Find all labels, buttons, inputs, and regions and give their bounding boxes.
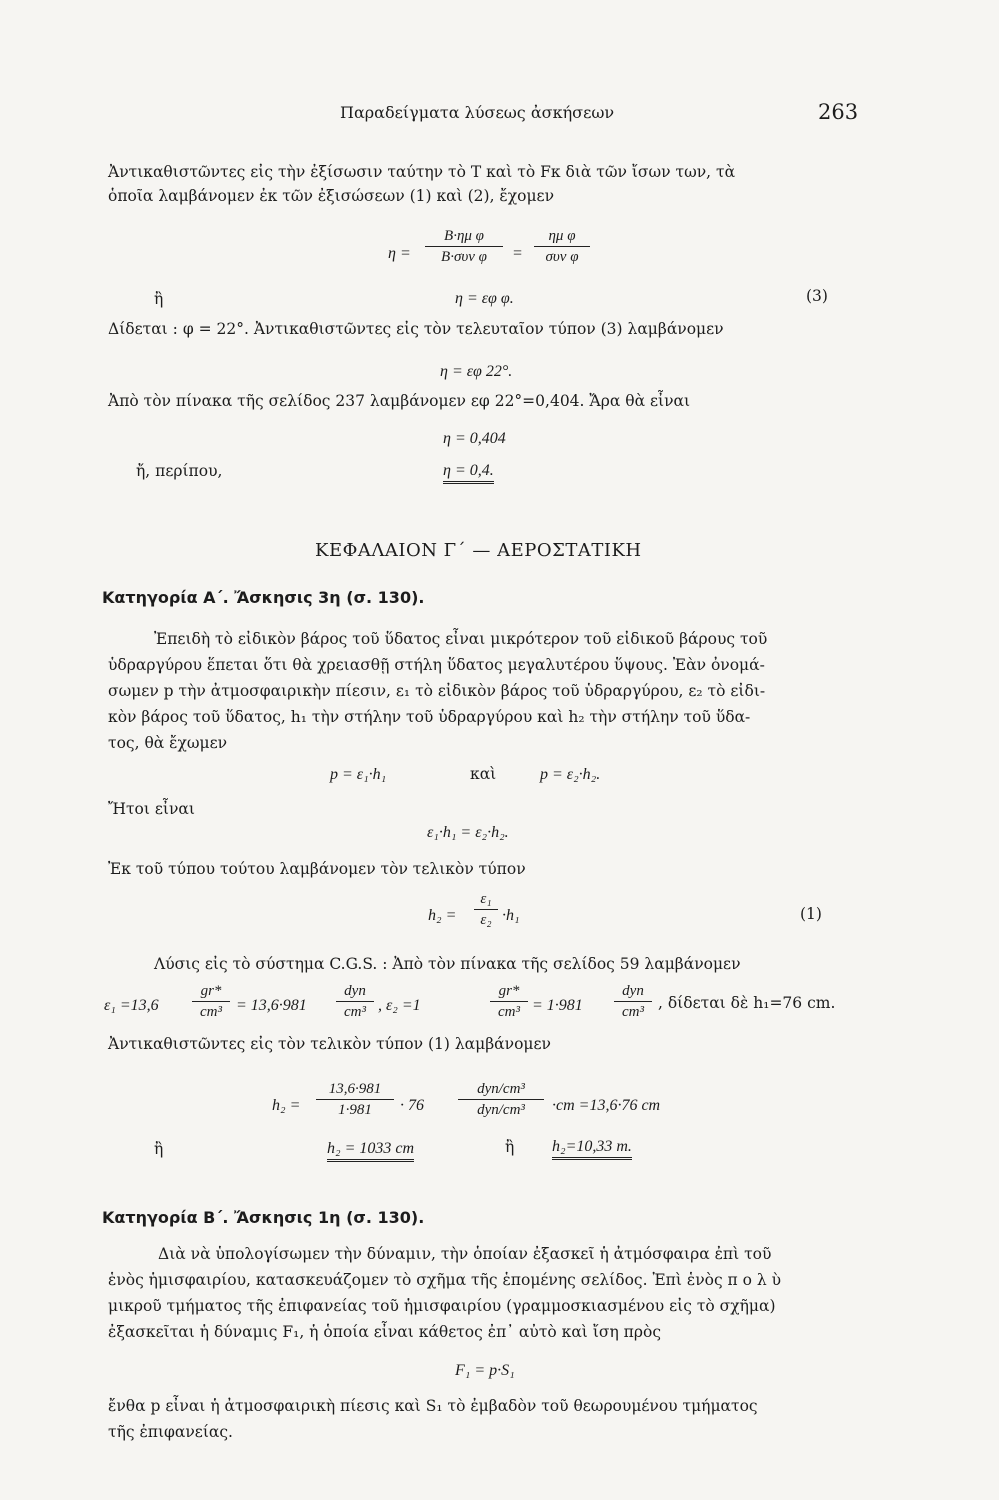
eq-p-water: p = ε₂·h₂. bbox=[540, 766, 601, 783]
calc-fraction-1 bbox=[316, 1080, 394, 1119]
calc-times-76: · 76 bbox=[400, 1097, 424, 1114]
eq1-den-2: συν φ bbox=[545, 249, 579, 265]
cat-a-para-line-3: σωμεν p τὴν ἀτμοσφαιρικὴν πίεσιν, ε₁ τὸ εἰδικὸν βάρος τοῦ ὑδραργύρου, ε₂ τὸ εἰδι- bbox=[108, 682, 766, 700]
from-formula-line: Ἐκ τοῦ τύπου τούτου λαμβάνομεν τὸν τελικὸν τύπον bbox=[108, 860, 526, 878]
value-e1-dyn: = 13,6·981 bbox=[236, 997, 307, 1014]
eq-p-mercury: p = ε₁·h₁ bbox=[330, 766, 387, 783]
final-formula-lhs: h₂ = bbox=[428, 907, 457, 924]
unit-num: dyn bbox=[344, 983, 366, 999]
fraction-bar bbox=[614, 1001, 652, 1002]
eq1-fraction-2 bbox=[534, 227, 590, 266]
eq2-tag: (3) bbox=[806, 287, 828, 305]
table-line: Ἀπὸ τὸν πίνακα τῆς σελίδος 237 λαμβάνομεν εφ 22°=0,404. Ἄρα θὰ εἶναι bbox=[108, 392, 691, 410]
unit-den: cm³ bbox=[344, 1004, 366, 1020]
value-e2-dyn: = 1·981 bbox=[532, 997, 583, 1014]
unit-fraction-3 bbox=[490, 982, 528, 1021]
unit-fraction-4 bbox=[614, 982, 652, 1021]
cat-a-para-line-5: τος, θὰ ἔχωμεν bbox=[108, 734, 228, 752]
table-equation: η = 0,404 bbox=[443, 430, 506, 447]
cat-a-para-line-1: Ἐπειδὴ τὸ εἰδικὸν βάρος τοῦ ὕδατος εἶναι μικρότερον τοῦ εἰδικοῦ βάρους τοῦ bbox=[154, 630, 768, 648]
eq-balance: ε₁·h₁ = ε₂·h₂. bbox=[427, 824, 509, 841]
calc-den-1: 1·981 bbox=[338, 1102, 372, 1118]
eq1-equals: = bbox=[512, 245, 523, 262]
calc-den-2: dyn/cm³ bbox=[477, 1102, 525, 1118]
cat-a-para-line-4: κὸν βάρος τοῦ ὕδατος, h₁ τὴν στήλην τοῦ ὑδραργύρου καὶ h₂ τὴν στήλην τοῦ ὕδα- bbox=[108, 708, 751, 726]
calc-num-1: 13,6·981 bbox=[328, 1081, 382, 1097]
cat-b-para-line-2: ἑνὸς ἡμισφαιρίου, κατασκευάζομεν τὸ σχῆμα τῆς ἑπομένης σελίδος. Ἐπὶ ἑνὸς π ο λ ὺ bbox=[108, 1271, 782, 1289]
unit-fraction-2 bbox=[336, 982, 374, 1021]
result-or-1: ἢ bbox=[154, 1140, 164, 1158]
hence-label: Ἤτοι εἶναι bbox=[108, 800, 195, 818]
result-or-2: ἢ bbox=[505, 1138, 515, 1156]
fraction-bar bbox=[534, 246, 590, 247]
unit-num: gr* bbox=[200, 983, 222, 999]
unit-fraction-1 bbox=[192, 982, 230, 1021]
eq2-or: ἢ bbox=[154, 290, 164, 308]
category-a-heading: Κατηγορία Α΄. Ἄσκησις 3η (σ. 130). bbox=[102, 588, 425, 607]
final-formula-num: ε₁ bbox=[480, 891, 492, 907]
cat-b-para-line-6: τῆς ἐπιφανείας. bbox=[108, 1423, 233, 1441]
calc-rhs: ·cm =13,6·76 cm bbox=[552, 1097, 661, 1114]
calc-lhs: h₂ = bbox=[272, 1097, 301, 1114]
unit-num: gr* bbox=[498, 983, 520, 999]
fraction-bar bbox=[474, 909, 498, 910]
result-cm: h₂ = 1033 cm bbox=[327, 1140, 414, 1162]
cgs-solution-line: Λύσις εἰς τὸ σύστημα C.G.S. : Ἀπὸ τὸν πίνακα τῆς σελίδος 59 λαμβάνομεν bbox=[154, 955, 741, 973]
approx-equation: η = 0,4. bbox=[443, 462, 494, 484]
cat-b-para-line-4: ἐξασκεῖται ἡ δύναμις F₁, ἡ ὁποία εἶναι κάθετος ἐπ᾽ αὐτὸ καὶ ἴση πρὸς bbox=[108, 1323, 661, 1341]
value-e2: , ε₂ =1 bbox=[378, 997, 421, 1014]
final-formula-tag: (1) bbox=[800, 905, 822, 923]
substitute-line: Ἀντικαθιστῶντες εἰς τὸν τελικὸν τύπον (1) λαμβάνομεν bbox=[108, 1035, 551, 1053]
cat-b-para-line-5: ἔνθα p εἶναι ἡ ἀτμοσφαιρικὴ πίεσις καὶ S₁ τὸ ἐμβαδὸν τοῦ θεωρουμένου τμήματος bbox=[108, 1397, 758, 1415]
running-header-title: Παραδείγματα λύσεως ἀσκήσεων bbox=[340, 103, 615, 122]
force-equation: F₁ = p·S₁ bbox=[455, 1362, 515, 1379]
fraction-bar bbox=[490, 1001, 528, 1002]
chapter-title: ΚΕΦΑΛΑΙΟΝ Γ΄ — ΑΕΡΟΣΤΑΤΙΚΗ bbox=[315, 540, 642, 561]
eq1-num-1: B·ημ φ bbox=[444, 228, 484, 244]
page-number: 263 bbox=[818, 100, 859, 124]
given-h1: , δίδεται δὲ h₁=76 cm. bbox=[658, 994, 836, 1012]
fraction-bar bbox=[316, 1099, 394, 1100]
unit-den: cm³ bbox=[622, 1004, 644, 1020]
given-equation: η = εφ 22°. bbox=[440, 363, 513, 380]
approx-label: ἤ, περίπου, bbox=[136, 462, 223, 480]
final-formula-fraction bbox=[474, 890, 498, 929]
fraction-bar bbox=[425, 246, 503, 247]
category-b-heading: Κατηγορία Β΄. Ἄσκησις 1η (σ. 130). bbox=[102, 1208, 425, 1227]
final-formula-den: ε₂ bbox=[480, 912, 492, 928]
eq-and: καὶ bbox=[470, 765, 497, 783]
cat-b-para-line-3: μικροῦ τμήματος τῆς ἐπιφανείας τοῦ ἡμισφαιρίου (γραμμοσκιασμένου εἰς τὸ σχῆμα) bbox=[108, 1297, 776, 1315]
unit-num: dyn bbox=[622, 983, 644, 999]
fraction-bar bbox=[192, 1001, 230, 1002]
eq1-den-1: B·συν φ bbox=[441, 249, 487, 265]
fraction-bar bbox=[458, 1099, 544, 1100]
calc-fraction-2 bbox=[458, 1080, 544, 1119]
calc-num-2: dyn/cm³ bbox=[477, 1081, 525, 1097]
unit-den: cm³ bbox=[200, 1004, 222, 1020]
unit-den: cm³ bbox=[498, 1004, 520, 1020]
final-formula-rhs: ·h₁ bbox=[502, 907, 520, 924]
eq2-expression: η = εφ φ. bbox=[455, 290, 514, 307]
intro-line-2: ὁποῖα λαμβάνομεν ἐκ τῶν ἐξισώσεων (1) καὶ (2), ἔχομεν bbox=[108, 187, 554, 205]
fraction-bar bbox=[336, 1001, 374, 1002]
value-e1: ε₁ =13,6 bbox=[104, 997, 159, 1014]
eq1-lhs: η = bbox=[388, 245, 411, 262]
given-line: Δίδεται : φ = 22°. Ἀντικαθιστῶντες εἰς τὸν τελευταῖον τύπον (3) λαμβάνομεν bbox=[108, 320, 724, 338]
result-m: h₂=10,33 m. bbox=[552, 1138, 632, 1160]
cat-b-para-line-1: Διὰ νὰ ὑπολογίσωμεν τὴν δύναμιν, τὴν ὁποίαν ἐξασκεῖ ἡ ἀτμόσφαιρα ἐπὶ τοῦ bbox=[158, 1245, 772, 1263]
eq1-fraction-1 bbox=[425, 227, 503, 266]
intro-line-1: Ἀντικαθιστῶντες εἰς τὴν ἐξίσωσιν ταύτην τὸ T καὶ τὸ Fκ διὰ τῶν ἴσων των, τὰ bbox=[108, 163, 736, 181]
cat-a-para-line-2: ὑδραργύρου ἕπεται ὅτι θὰ χρειασθῇ στήλη ὕδατος μεγαλυτέρου ὕψους. Ἐὰν ὀνομά- bbox=[108, 656, 765, 674]
eq1-num-2: ημ φ bbox=[548, 228, 576, 244]
